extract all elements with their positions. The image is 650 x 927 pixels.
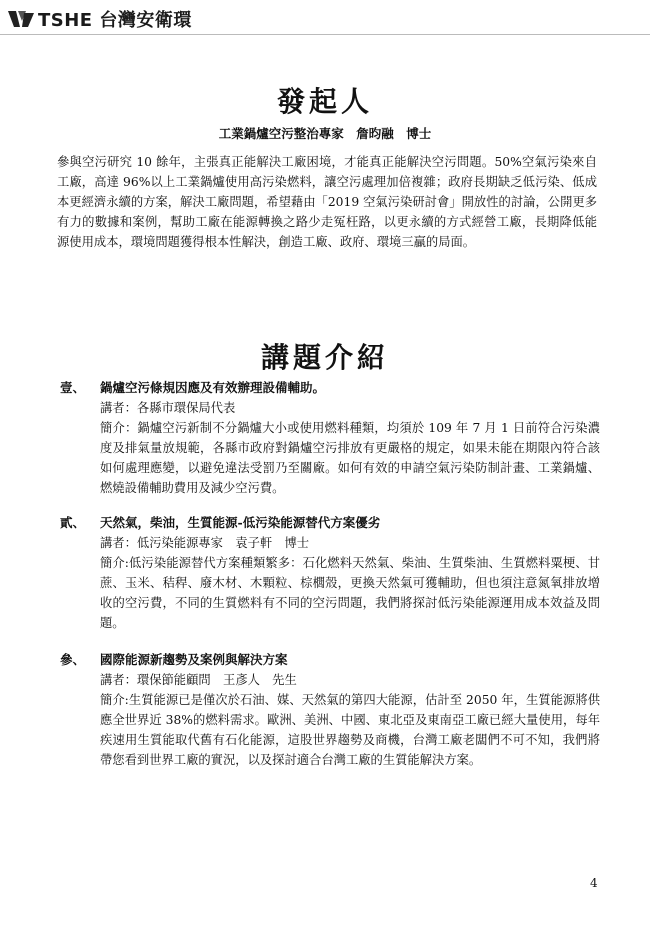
topics-title: 講題介紹 [260,341,389,374]
topic-number: 壹、 [60,380,86,395]
topic-heading: 國際能源新趨勢及案例與解決方案 [100,652,288,667]
topic-number: 參、 [60,652,86,667]
header-divider [0,34,650,35]
topic-heading: 天然氣，柴油，生質能源-低污染能源替代方案優劣 [100,515,381,530]
tshe-logo-icon [6,7,36,31]
organizer-title: 發起人 [276,85,373,118]
topic-summary: 簡介:生質能源已是僅次於石油、媒、天然氣的第四大能源，估計至 2050 年，生質能源將供應全世界近 38%的燃料需求。歐洲、美洲、中國、東北亞及東南亞工廠已經大量使用，每年疾速用生質能取代舊有石化能源，這股世界趨勢及商機，台灣工廠老闆們不可不知，我們將帶您看到世界工廠的實況，以及探討適合台灣工廠的生質能解決方案。 [100,693,600,767]
topic-speaker: 講者：各縣市環保局代表 [100,401,236,415]
topic-speaker: 講者：環保節能顧問 王彥人 先生 [100,673,297,687]
organizer-subtitle: 工業鍋爐空污整治專家 詹昀融 博士 [218,126,432,141]
page-number: 4 [590,876,598,890]
topic-number: 貳、 [60,515,86,530]
topic-speaker: 講者：低污染能源專家 袁子軒 博士 [100,536,310,550]
topic-summary: 簡介：鍋爐空污新制不分鍋爐大小或使用燃料種類，均須於 109 年 7 月 1 日前符合污染濃度及排氣量放規範，各縣市政府對鍋爐空污排放有更嚴格的規定，如果未能在期限內符合該如何處理應變，以避免違法受罰乃至關廠。如何有效的申請空氣污染防制計畫、工業鍋爐、燃燒設備輔助費用及減少空污費。 [100,421,600,495]
page-header [6,4,646,34]
topic-3 [60,650,600,770]
organizer-intro: 參與空污研究 10 餘年，主張真正能解決工廠困境，才能真正能解決空污問題。50%空氣污染來自工廠，高達 96%以上工業鍋爐使用高污染燃料，讓空污處理加倍複雜；政府長期缺乏低污染、低成本更經濟永續的方案，解決工廠問題，希望藉由「2019 空氣污染研討會」開放性的討論，公開更多有力的數據和案例，幫助工廠在能源轉換之路少走冤枉路，以更永續的方式經營工廠，長期降低能源使用成本，環境問題獲得根本性解決，創造工廠、政府、環境三贏的局面。 [57,155,597,249]
topic-heading: 鍋爐空污條規因應及有效辦理設備輔助。 [100,380,326,395]
logo-text: TSHE 台灣安衛環 [38,10,192,31]
topic-1 [60,378,600,498]
topic-summary: 簡介:低污染能源替代方案種類繁多：石化燃料天然氣、柴油、生質柴油、生質燃料粟梗、甘蔗、玉米、秸稈、廢木材、木顆粒、棕櫚殼，更換天然氣可獲輔助，但也須注意氮氧排放增收的空污費，不同的生質燃料有不同的空污問題，我們將探討低污染能源運用成本效益及問題。 [100,556,600,630]
topic-2 [60,513,600,633]
